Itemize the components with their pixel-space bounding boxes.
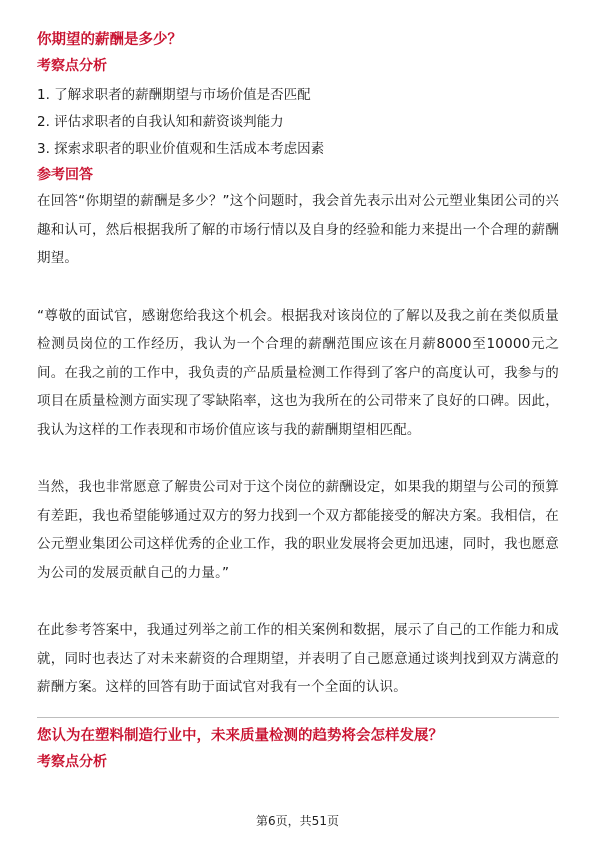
analysis-point: 2. 评估求职者的自我认知和薪资谈判能力 <box>37 114 284 130</box>
question-title: 您认为在塑料制造行业中，未来质量检测的趋势将会怎样发展？ <box>37 727 443 744</box>
document-page <box>37 28 559 774</box>
analysis-heading: 考察点分析 <box>37 58 107 74</box>
page-number: 第6页，共51页 <box>256 814 339 828</box>
analysis-heading: 考察点分析 <box>37 753 107 770</box>
analysis-point: 3. 探索求职者的职业价值观和生活成本考虑因素 <box>37 141 325 157</box>
answer-paragraph: 在此参考答案中，我通过列举之前工作的相关案例和数据，展示了自己的工作能力和成就，同时也表达了对未来薪资的合理期望，并表明了自己愿意通过谈判找到双方满意的薪酬方案。这样的回答有助于面试官对我有一个全面的认识。 <box>37 622 559 695</box>
answer-heading: 参考回答 <box>37 167 93 183</box>
answer-paragraph: “尊敬的面试官，感谢您给我这个机会。根据我对该岗位的了解以及我之前在类似质量检测员岗位的工作经历，我认为一个合理的薪酬范围应该在月薪8000至10000元之间。在我之前的工作中，我负责的产品质量检测工作得到了客户的高度认可，我参与的项目在质量检测方面实现了零缺陷率，这也为我所在的公司带来了良好的口碑。因此，我认为这样的工作表现和市场价值应该与我的薪酬期望相匹配。 <box>37 307 559 438</box>
answer-paragraph: 当然，我也非常愿意了解贵公司对于这个岗位的薪酬设定，如果我的期望与公司的预算有差距，我也希望能够通过双方的努力找到一个双方都能接受的解决方案。我相信，在公元塑业集团公司这样优秀的企业工作，我的职业发展将会更加迅速，同时，我也愿意为公司的发展贡献自己的力量。” <box>37 479 559 581</box>
analysis-point: 1. 了解求职者的薪酬期望与市场价值是否匹配 <box>37 87 311 103</box>
answer-paragraph: 在回答“你期望的薪酬是多少？”这个问题时，我会首先表示出对公元塑业集团公司的兴趣和认可，然后根据我所了解的市场行情以及自身的经验和能力来提出一个合理的薪酬期望。 <box>37 193 559 266</box>
question-title: 你期望的薪酬是多少？ <box>37 32 182 48</box>
section-divider <box>37 717 559 718</box>
